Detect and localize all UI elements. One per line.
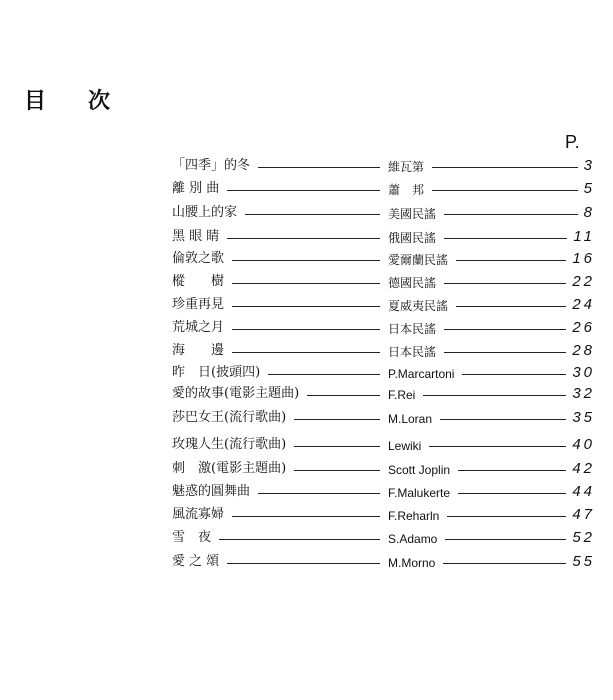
leader-line: [232, 260, 380, 261]
toc-composer: 日本民謠: [388, 345, 437, 359]
leader-line: [232, 329, 380, 330]
toc-title: 珍重再見: [172, 297, 225, 312]
toc-row[interactable]: [0, 180, 613, 200]
toc-title: 「四季」的冬: [172, 158, 251, 173]
leader-line: [440, 419, 566, 420]
toc-composer: F.Malukerte: [388, 486, 451, 500]
leader-line: [232, 352, 380, 353]
leader-line: [444, 214, 578, 215]
toc-title: 風流寡婦: [172, 507, 225, 522]
toc-title: 愛的故事(電影主題曲): [172, 386, 300, 401]
toc-row[interactable]: [0, 364, 613, 384]
toc-composer: F.Reharln: [388, 509, 440, 523]
toc-title: 刺 激(電影主題曲): [172, 461, 287, 476]
leader-line: [458, 493, 566, 494]
toc-title: 樅 樹: [172, 274, 225, 289]
toc-title: 離 別 曲: [172, 181, 220, 196]
toc-title: 雪 夜: [172, 530, 212, 545]
toc-composer: 美國民謠: [388, 207, 437, 221]
toc-composer: F.Rei: [388, 388, 416, 402]
leader-line: [462, 374, 566, 375]
toc-page-number: 32: [572, 385, 595, 402]
toc-composer: M.Loran: [388, 412, 433, 426]
toc-row[interactable]: [0, 296, 613, 316]
leader-line: [245, 214, 380, 215]
leader-line: [447, 516, 566, 517]
toc-page-number: 8: [583, 204, 595, 221]
toc-composer: 德國民謠: [388, 276, 437, 290]
toc-page-number: 5: [583, 180, 595, 197]
toc-row[interactable]: [0, 409, 613, 429]
leader-line: [443, 563, 566, 564]
leader-line: [444, 283, 566, 284]
toc-page-number: 42: [572, 460, 595, 477]
toc-page-number: 26: [572, 319, 595, 336]
leader-line: [232, 516, 380, 517]
leader-line: [294, 446, 380, 447]
toc-row[interactable]: [0, 529, 613, 549]
toc-composer: Scott Joplin: [388, 463, 451, 477]
leader-line: [232, 306, 380, 307]
toc-page-number: 40: [572, 436, 595, 453]
leader-line: [445, 539, 566, 540]
toc-composer: 愛爾蘭民謠: [388, 253, 449, 267]
toc-title: 黑 眼 睛: [172, 229, 220, 244]
leader-line: [258, 167, 380, 168]
toc-page-number: 52: [572, 529, 595, 546]
toc-composer: 蕭 邦: [388, 183, 425, 197]
toc-row[interactable]: [0, 553, 613, 573]
toc-page-number: 35: [572, 409, 595, 426]
leader-line: [294, 470, 380, 471]
toc-row[interactable]: [0, 506, 613, 526]
leader-line: [429, 446, 566, 447]
toc-page-number: 28: [572, 342, 595, 359]
toc-title: 海 邊: [172, 343, 225, 358]
toc-row[interactable]: [0, 228, 613, 248]
toc-page-number: 16: [572, 250, 595, 267]
leader-line: [268, 374, 380, 375]
toc-row[interactable]: [0, 483, 613, 503]
toc-page-number: 47: [572, 506, 595, 523]
toc-composer: Lewiki: [388, 439, 422, 453]
toc-heading-char-2: 次: [88, 89, 111, 114]
toc-page-number: 30: [572, 364, 595, 381]
leader-line: [444, 329, 566, 330]
toc-page-number: 24: [572, 296, 595, 313]
toc-row[interactable]: [0, 250, 613, 270]
leader-line: [423, 395, 566, 396]
leader-line: [444, 352, 566, 353]
toc-composer: 俄國民謠: [388, 231, 437, 245]
toc-page-number: 22: [572, 273, 595, 290]
toc-row[interactable]: [0, 436, 613, 456]
toc-composer: S.Adamo: [388, 532, 438, 546]
toc-composer: P.Marcartoni: [388, 367, 455, 381]
toc-composer: 夏威夷民謠: [388, 299, 449, 313]
toc-row[interactable]: [0, 385, 613, 405]
leader-line: [227, 190, 380, 191]
toc-row[interactable]: [0, 319, 613, 339]
leader-line: [432, 190, 578, 191]
toc-composer: 維瓦第: [388, 160, 425, 174]
leader-line: [458, 470, 566, 471]
toc-composer: M.Morno: [388, 556, 436, 570]
leader-line: [456, 260, 566, 261]
toc-page-number: 3: [583, 157, 595, 174]
leader-line: [444, 238, 567, 239]
toc-row[interactable]: [0, 273, 613, 293]
toc-title: 玫瑰人生(流行歌曲): [172, 437, 287, 452]
leader-line: [227, 563, 380, 564]
leader-line: [219, 539, 380, 540]
toc-row[interactable]: [0, 342, 613, 362]
toc-composer: 日本民謠: [388, 322, 437, 336]
toc-page-number: 11: [573, 228, 595, 245]
toc-row[interactable]: [0, 460, 613, 480]
toc-page-number: 44: [572, 483, 595, 500]
toc-title: 莎巴女王(流行歌曲): [172, 410, 287, 425]
leader-line: [307, 395, 380, 396]
toc-title: 昨 日(披頭四): [172, 365, 261, 380]
toc-page-number: 55: [572, 553, 595, 570]
toc-title: 荒城之月: [172, 320, 225, 335]
leader-line: [258, 493, 380, 494]
toc-title: 倫敦之歌: [172, 251, 225, 266]
toc-title: 愛 之 頌: [172, 554, 220, 569]
leader-line: [232, 283, 380, 284]
toc-title: 魅惑的圓舞曲: [172, 484, 251, 499]
page-column-label: P.: [565, 132, 580, 152]
leader-line: [456, 306, 566, 307]
toc-row[interactable]: [0, 204, 613, 224]
leader-line: [227, 238, 380, 239]
toc-title: 山腰上的家: [172, 205, 238, 220]
toc-row[interactable]: [0, 157, 613, 177]
toc-heading-char-1: 目: [24, 89, 47, 114]
leader-line: [432, 167, 578, 168]
leader-line: [294, 419, 380, 420]
